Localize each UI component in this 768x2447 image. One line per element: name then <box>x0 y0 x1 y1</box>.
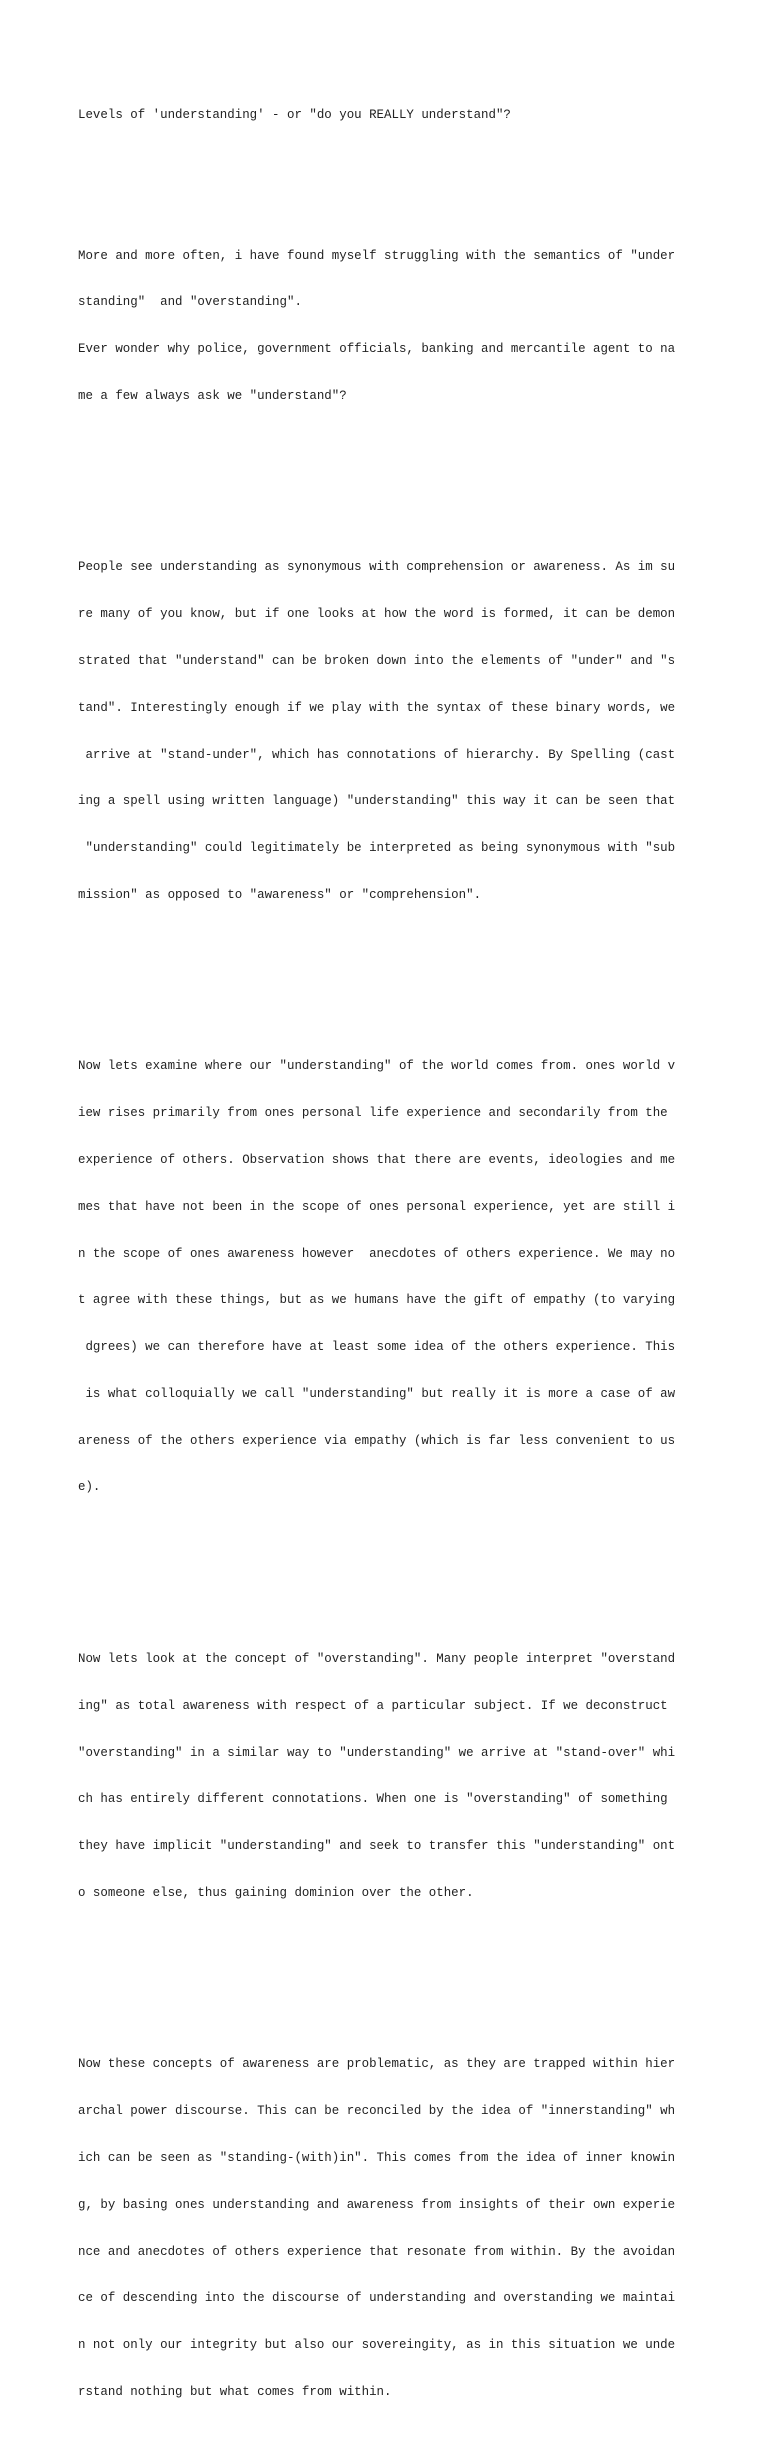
paragraph-gap <box>78 155 698 171</box>
text-line: "overstanding" in a similar way to "understanding" we arrive at "stand-over" whi <box>78 1745 676 1760</box>
paragraph-gap <box>78 966 698 982</box>
text-line: standing" and "overstanding". <box>78 295 302 310</box>
text-line: ce of descending into the discourse of understanding and overstanding we maintai <box>78 2291 676 2306</box>
text-line: Now lets examine where our "understanding" of the world comes from. ones world v <box>78 1059 676 1074</box>
text-line: n not only our integrity but also our sovereingity, as in this situation we unde <box>78 2338 676 2353</box>
text-line: areness of the others experience via empathy (which is far less convenient to us <box>78 1433 676 1448</box>
text-line: archal power discourse. This can be reconciled by the idea of "innerstanding" wh <box>78 2104 676 2119</box>
document-page <box>78 77 698 2447</box>
paragraph-gap <box>78 1558 698 1574</box>
text-line: mission" as opposed to "awareness" or "comprehension". <box>78 887 482 902</box>
text-line: ing" as total awareness with respect of a particular subject. If we deconstruct <box>78 1698 676 1713</box>
text-line: g, by basing ones understanding and awareness from insights of their own experie <box>78 2197 676 2212</box>
text-line: e). <box>78 1480 101 1495</box>
text-line: t agree with these things, but as we humans have the gift of empathy (to varying <box>78 1293 676 1308</box>
text-line: experience of others. Observation shows that there are events, ideologies and me <box>78 1152 676 1167</box>
text-line: strated that "understand" can be broken down into the elements of "under" and "s <box>78 653 676 668</box>
text-line: Now lets look at the concept of "overstanding". Many people interpret "overstand <box>78 1651 676 1666</box>
text-line: People see understanding as synonymous with comprehension or awareness. As im su <box>78 560 676 575</box>
text-line: is what colloquially we call "understanding" but really it is more a case of aw <box>78 1386 676 1401</box>
text-line: me a few always ask we "understand"? <box>78 388 347 403</box>
text-line: More and more often, i have found myself struggling with the semantics of "under <box>78 248 676 263</box>
paragraph-2 <box>78 529 698 934</box>
text-line: tand". Interestingly enough if we play with the syntax of these binary words, we <box>78 700 676 715</box>
paragraph-4 <box>78 1621 698 1933</box>
text-line: iew rises primarily from ones personal life experience and secondarily from the <box>78 1106 676 1121</box>
text-line: Now these concepts of awareness are problematic, as they are trapped within hier <box>78 2057 676 2072</box>
paragraph-5 <box>78 2026 698 2431</box>
text-line: rstand nothing but what comes from within. <box>78 2384 392 2399</box>
text-line: re many of you know, but if one looks at how the word is formed, it can be demon <box>78 607 676 622</box>
text-line: Ever wonder why police, government officials, banking and mercantile agent to na <box>78 342 676 357</box>
text-line: ing a spell using written language) "understanding" this way it can be seen that <box>78 794 676 809</box>
text-line: n the scope of ones awareness however anecdotes of others experience. We may no <box>78 1246 676 1261</box>
text-line: o someone else, thus gaining dominion over the other. <box>78 1885 474 1900</box>
paragraph-3 <box>78 1028 698 1527</box>
text-line: arrive at "stand-under", which has connotations of hierarchy. By Spelling (cast <box>78 747 676 762</box>
paragraph-gap <box>78 1964 698 1980</box>
text-line: nce and anecdotes of others experience that resonate from within. By the avoidan <box>78 2244 676 2259</box>
text-line: they have implicit "understanding" and seek to transfer this "understanding" ont <box>78 1839 676 1854</box>
paragraph-gap <box>78 467 698 483</box>
text-line: ich can be seen as "standing-(with)in". This comes from the idea of inner knowin <box>78 2150 676 2165</box>
text-line: mes that have not been in the scope of ones personal experience, yet are still i <box>78 1199 676 1214</box>
text-line: ch has entirely different connotations. When one is "overstanding" of something <box>78 1792 676 1807</box>
paragraph-1 <box>78 217 698 435</box>
text-line: "understanding" could legitimately be interpreted as being synonymous with "sub <box>78 841 676 856</box>
text-line: dgrees) we can therefore have at least some idea of the others experience. This <box>78 1340 676 1355</box>
document-title: Levels of 'understanding' - or "do you REALLY understand"? <box>78 108 511 123</box>
